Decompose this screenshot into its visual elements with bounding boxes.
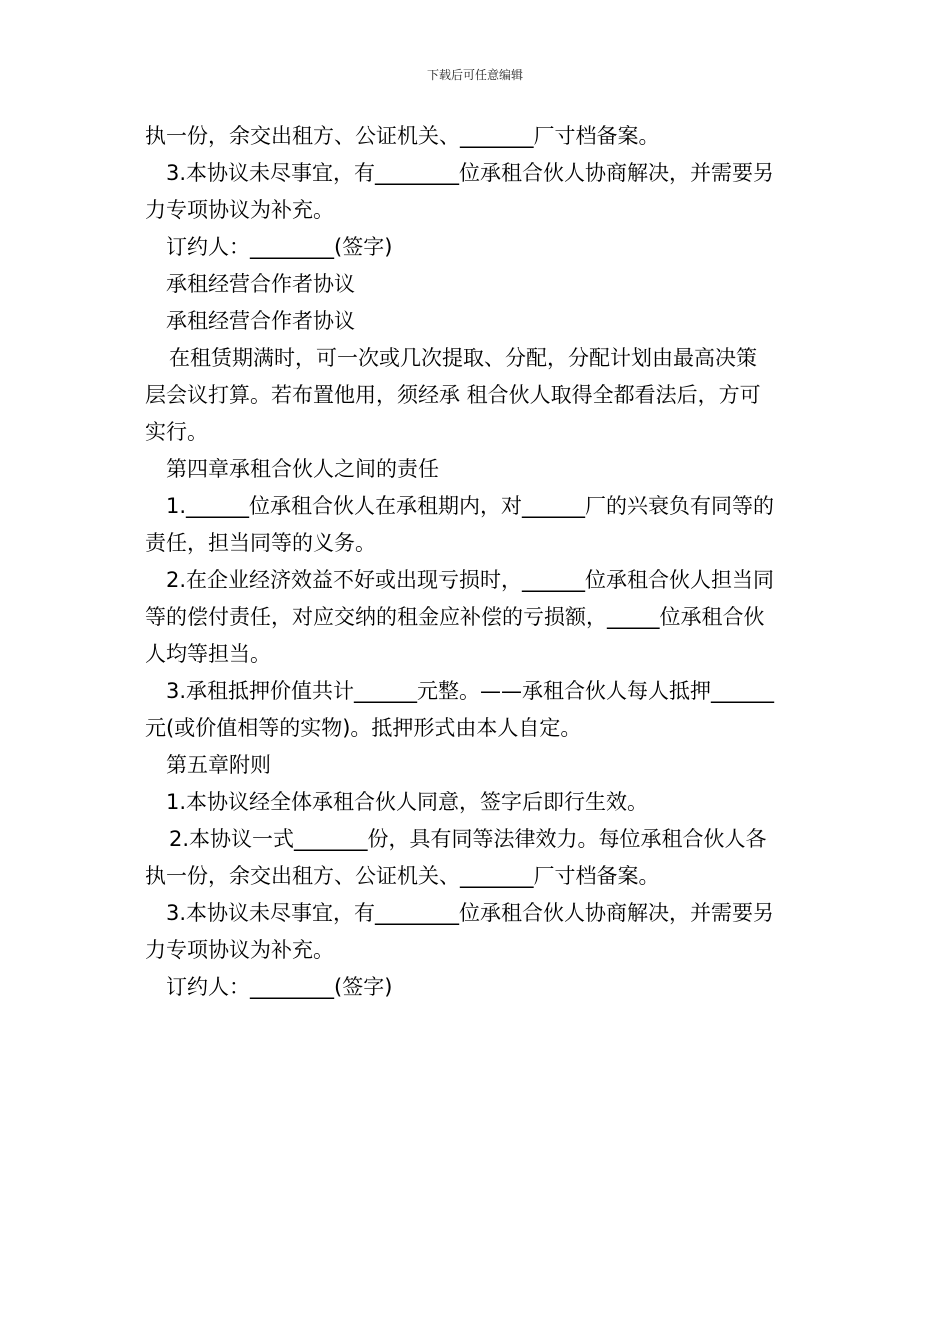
text-line: 实行。 (145, 420, 208, 444)
document-body (145, 118, 810, 1006)
text-line: 执一份，余交出租方、公证机关、_______厂寸档备案。 (145, 864, 660, 888)
section-title: 承租经营合作者协议 (166, 309, 355, 333)
text-line: 3.本协议未尽事宜，有________位承租合伙人协商解决，并需要另 (166, 161, 775, 185)
text-line: 执一份，余交出租方、公证机关、_______厂寸档备案。 (145, 124, 660, 148)
text-line: 3.承租抵押价值共计______元整。——承租合伙人每人抵押______ (166, 679, 775, 703)
text-line: 责任，担当同等的义务。 (145, 531, 376, 555)
page-header: 下载后可任意编辑 (426, 68, 523, 82)
text-line: 层会议打算。若布置他用，须经承 租合伙人取得全都看法后，方可 (145, 383, 761, 407)
text-line: 等的偿付责任，对应交纳的租金应补偿的亏损额，_____位承租合伙 (145, 605, 765, 629)
section-title: 承租经营合作者协议 (166, 272, 355, 296)
text-line: 1.______位承租合伙人在承租期内，对______厂的兴衰负有同等的 (166, 494, 775, 518)
text-line: 力专项协议为补充。 (145, 938, 334, 962)
text-line: 人均等担当。 (145, 642, 271, 666)
text-line: 力专项协议为补充。 (145, 198, 334, 222)
signatory-line: 订约人：________(签字) (166, 975, 393, 999)
text-line: 在租赁期满时，可一次或几次提取、分配，分配计划由最高决策 (169, 346, 757, 370)
text-line: 2.在企业经济效益不好或出现亏损时，______位承租合伙人担当同 (166, 568, 775, 592)
text-line: 1.本协议经全体承租合伙人同意，签字后即行生效。 (166, 790, 649, 814)
chapter-heading: 第五章附则 (166, 753, 271, 777)
chapter-heading: 第四章承租合伙人之间的责任 (166, 457, 439, 481)
signatory-line: 订约人：________(签字) (166, 235, 393, 259)
text-line: 3.本协议未尽事宜，有________位承租合伙人协商解决，并需要另 (166, 901, 775, 925)
text-line: 元(或价值相等的实物)。抵押形式由本人自定。 (145, 716, 582, 740)
text-line: 2.本协议一式_______份，具有同等法律效力。每位承租合伙人各 (169, 827, 767, 851)
